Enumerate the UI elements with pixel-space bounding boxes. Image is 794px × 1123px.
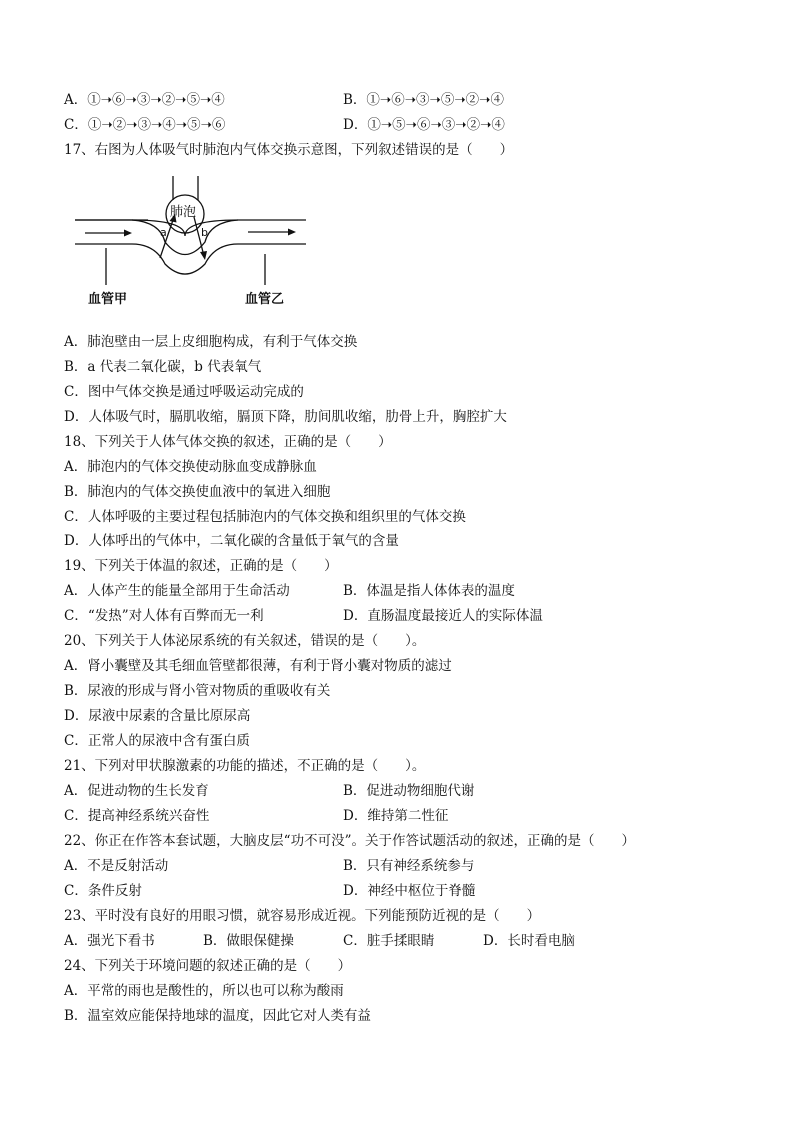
q19-option-b: B．体温是指人体体表的温度: [343, 583, 515, 599]
q19-option-c: C．“发热”对人体有百弊而无一利: [64, 608, 264, 624]
q24-option-b: B．温室效应能保持地球的温度，因此它对人类有益: [64, 1008, 371, 1024]
q17-option-b: B．a 代表二氧化碳，b 代表氧气: [64, 359, 262, 375]
alveolus-gas-exchange-diagram: [70, 172, 310, 312]
arrow-a-label: a: [160, 226, 167, 239]
q21-option-c: C．提高神经系统兴奋性: [64, 808, 210, 824]
q22-option-a: A．不是反射活动: [64, 858, 169, 874]
q20-option-b: B．尿液的形成与肾小管对物质的重吸收有关: [64, 683, 331, 699]
q20-stem: 20、下列关于人体泌尿系统的有关叙述，错误的是（ ）。: [64, 633, 426, 649]
vessel-left-label: 血管甲: [88, 292, 128, 307]
q16-option-a: A．①➝⑥➝③➝②➝⑤➝④: [64, 92, 225, 108]
q18-option-d: D．人体呼出的气体中，二氧化碳的含量低于氧气的含量: [64, 533, 399, 549]
q22-option-b: B．只有神经系统参与: [343, 858, 475, 874]
q21-option-b: B．促进动物细胞代谢: [343, 783, 475, 799]
q17-stem: 17、右图为人体吸气时肺泡内气体交换示意图，下列叙述错误的是（ ）: [64, 142, 514, 158]
q17-option-d: D．人体吸气时，膈肌收缩，膈顶下降，肋间肌收缩，肋骨上升，胸腔扩大: [64, 409, 507, 425]
q23-option-c: C．脏手揉眼睛: [343, 933, 435, 949]
q22-option-c: C．条件反射: [64, 883, 142, 899]
q21-option-d: D．维持第二性征: [343, 808, 449, 824]
q21-option-a: A．促进动物的生长发育: [64, 783, 209, 799]
q18-option-c: C．人体呼吸的主要过程包括肺泡内的气体交换和组织里的气体交换: [64, 509, 466, 525]
q18-stem: 18、下列关于人体气体交换的叙述，正确的是（ ）: [64, 434, 392, 450]
q22-stem: 22、你正在作答本套试题，大脑皮层“功不可没”。关于作答试题活动的叙述，正确的是（ ）: [64, 833, 635, 849]
q24-stem: 24、下列关于环境问题的叙述正确的是（ ）: [64, 958, 352, 974]
q17-option-a: A．肺泡壁由一层上皮细胞构成，有利于气体交换: [64, 334, 358, 350]
q18-option-a: A．肺泡内的气体交换使动脉血变成静脉血: [64, 459, 317, 475]
q16-option-c: C．①➝②➝③➝④➝⑤➝⑥: [64, 117, 226, 133]
q19-option-d: D．直肠温度最接近人的实际体温: [343, 608, 543, 624]
q22-option-d: D．神经中枢位于脊髓: [343, 883, 476, 899]
q19-option-a: A．人体产生的能量全部用于生命活动: [64, 583, 290, 599]
q16-option-b: B．①➝⑥➝③➝⑤➝②➝④: [343, 92, 504, 108]
q19-stem: 19、下列关于体温的叙述，正确的是（ ）: [64, 558, 338, 574]
q20-option-a: A．肾小囊壁及其毛细血管壁都很薄，有利于肾小囊对物质的滤过: [64, 658, 452, 674]
arrow-b-label: b: [201, 226, 208, 239]
vessel-right-label: 血管乙: [245, 292, 285, 307]
q23-option-a: A．强光下看书: [64, 933, 155, 949]
q23-option-d: D．长时看电脑: [483, 933, 575, 949]
q21-stem: 21、下列对甲状腺激素的功能的描述，不正确的是（ ）。: [64, 758, 426, 774]
q20-option-c: C．正常人的尿液中含有蛋白质: [64, 733, 250, 749]
q18-option-b: B．肺泡内的气体交换使血液中的氧进入细胞: [64, 484, 331, 500]
q16-option-d: D．①➝⑤➝⑥➝③➝②➝④: [343, 117, 505, 133]
q20-option-d: D．尿液中尿素的含量比原尿高: [64, 708, 251, 724]
q24-option-a: A．平常的雨也是酸性的，所以也可以称为酸雨: [64, 983, 344, 999]
q23-option-b: B．做眼保健操: [203, 933, 294, 949]
q17-option-c: C．图中气体交换是通过呼吸运动完成的: [64, 384, 304, 400]
alveolus-label: 肺泡: [170, 205, 197, 220]
q23-stem: 23、平时没有良好的用眼习惯，就容易形成近视。下列能预防近视的是（ ）: [64, 908, 541, 924]
